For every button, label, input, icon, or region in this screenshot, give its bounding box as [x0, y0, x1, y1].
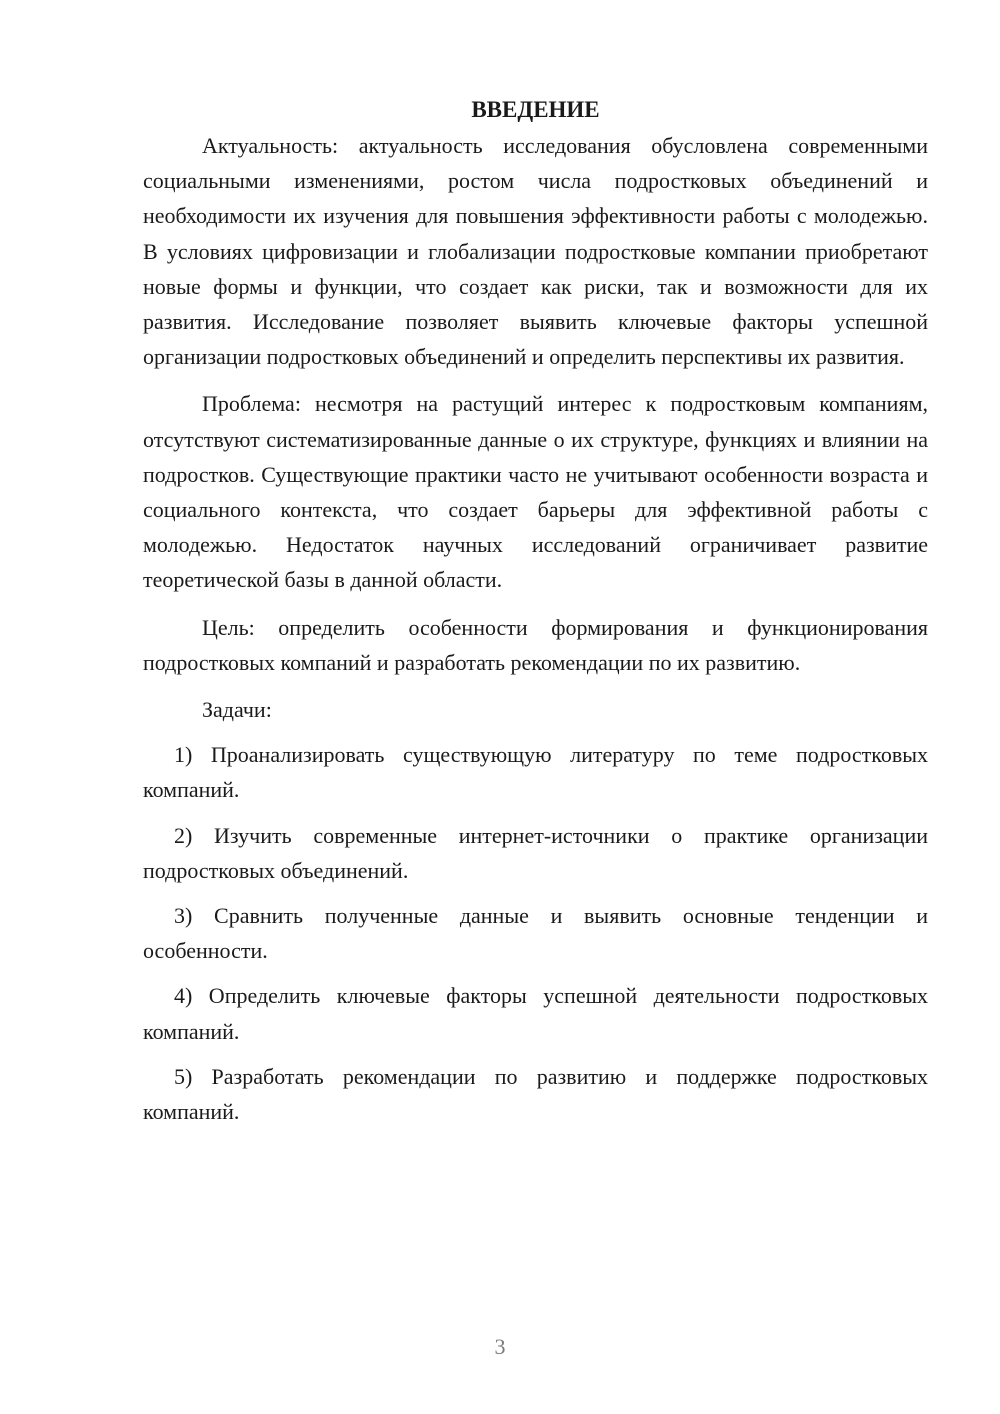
task-item-3: 3) Сравнить полученные данные и выявить основные тенденции и особенности. [143, 903, 928, 964]
task-item-4: 4) Определить ключевые факторы успешной деятельности подростковых компаний. [143, 983, 928, 1044]
problem-paragraph: Проблема: несмотря на растущий интерес к подростковым компаниям, отсутствуют систематизированные данные о их структуре, функциях и влиянии на подростков. Существующие практики часто не учитывают особенности возраста и социального контекста, что создает барьеры для эффективной работы с молодежью. Недостаток научных исследований ограничивает развитие теоретической базы в данной области. [143, 391, 928, 593]
tasks-label: Задачи: [202, 697, 272, 723]
document-page [143, 92, 928, 1139]
goal-paragraph: Цель: определить особенности формирования и функционирования подростковых компаний и разработать рекомендации по их развитию. [143, 614, 928, 675]
task-item-1: 1) Проанализировать существующую литературу по теме подростковых компаний. [143, 742, 928, 803]
task-item-2: 2) Изучить современные интернет-источники о практике организации подростковых объединений. [143, 822, 928, 883]
page-number: 3 [494, 1334, 506, 1359]
relevance-paragraph: Актуальность: актуальность исследования обусловлена современными социальными изменениями, ростом числа подростковых объединений и необходимости их изучения для повышения эффективности работы с молодежью. В условиях цифровизации и глобализации подростковые компании приобретают новые формы и функции, что создает как риски, так и возможности для их развития. Исследование позволяет выявить ключевые факторы успешной организации подростковых объединений и определить перспективы их развития. [143, 133, 928, 370]
task-item-5: 5) Разработать рекомендации по развитию и поддержке подростковых компаний. [143, 1063, 928, 1125]
section-heading: ВВЕДЕНИЕ [471, 97, 600, 122]
